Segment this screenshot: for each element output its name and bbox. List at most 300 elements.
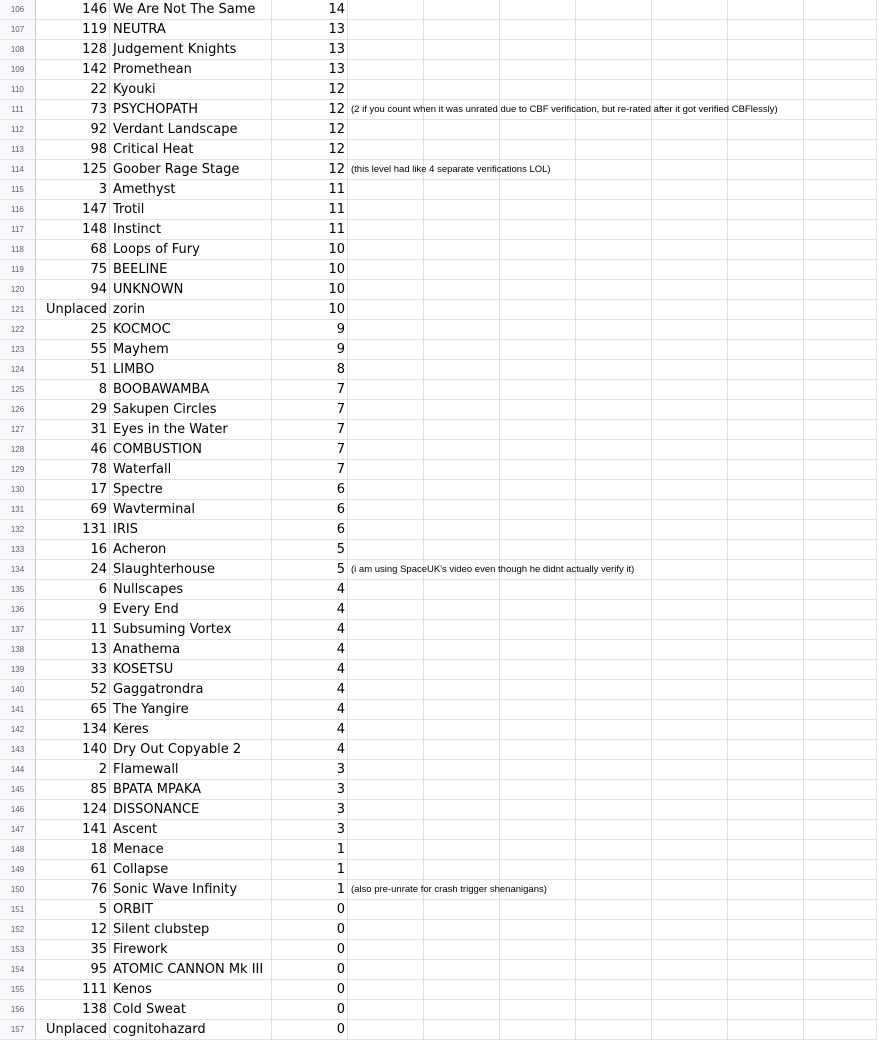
empty-cell[interactable] [424, 700, 500, 720]
row-header[interactable]: 132 [0, 520, 36, 540]
empty-cell[interactable] [804, 900, 877, 920]
count-cell[interactable]: 0 [272, 920, 348, 940]
empty-cell[interactable] [348, 900, 424, 920]
row-header[interactable]: 136 [0, 600, 36, 620]
rank-cell[interactable]: Unplaced [36, 1020, 110, 1040]
empty-cell[interactable] [804, 740, 877, 760]
empty-cell[interactable] [348, 380, 424, 400]
rank-cell[interactable]: 94 [36, 280, 110, 300]
empty-cell[interactable] [652, 880, 728, 900]
level-name-cell[interactable]: Keres [110, 720, 272, 740]
empty-cell[interactable] [348, 1000, 424, 1020]
empty-cell[interactable] [804, 860, 877, 880]
row-header[interactable]: 129 [0, 460, 36, 480]
rank-cell[interactable]: 2 [36, 760, 110, 780]
empty-cell[interactable] [500, 960, 576, 980]
empty-cell[interactable] [576, 960, 652, 980]
empty-cell[interactable] [652, 540, 728, 560]
empty-cell[interactable] [348, 660, 424, 680]
rank-cell[interactable]: 111 [36, 980, 110, 1000]
empty-cell[interactable] [424, 600, 500, 620]
count-cell[interactable]: 12 [272, 120, 348, 140]
rank-cell[interactable]: 22 [36, 80, 110, 100]
level-name-cell[interactable]: LIMBO [110, 360, 272, 380]
empty-cell[interactable] [576, 380, 652, 400]
empty-cell[interactable] [804, 660, 877, 680]
count-cell[interactable]: 4 [272, 720, 348, 740]
level-name-cell[interactable]: Amethyst [110, 180, 272, 200]
empty-cell[interactable] [576, 780, 652, 800]
empty-cell[interactable] [424, 620, 500, 640]
empty-cell[interactable] [728, 560, 804, 580]
empty-cell[interactable] [652, 720, 728, 740]
rank-cell[interactable]: 142 [36, 60, 110, 80]
empty-cell[interactable] [652, 940, 728, 960]
rank-cell[interactable]: 5 [36, 900, 110, 920]
row-header[interactable]: 148 [0, 840, 36, 860]
level-name-cell[interactable]: Eyes in the Water [110, 420, 272, 440]
empty-cell[interactable] [576, 420, 652, 440]
empty-cell[interactable] [424, 180, 500, 200]
empty-cell[interactable] [576, 580, 652, 600]
empty-cell[interactable] [804, 60, 877, 80]
empty-cell[interactable] [348, 940, 424, 960]
empty-cell[interactable] [424, 520, 500, 540]
empty-cell[interactable] [500, 300, 576, 320]
empty-cell[interactable] [728, 840, 804, 860]
empty-cell[interactable] [424, 660, 500, 680]
empty-cell[interactable] [424, 960, 500, 980]
count-cell[interactable]: 5 [272, 560, 348, 580]
empty-cell[interactable] [348, 960, 424, 980]
note-cell[interactable]: (also pre-unrate for crash trigger shenanigans) [348, 880, 424, 900]
empty-cell[interactable] [348, 220, 424, 240]
row-header[interactable]: 149 [0, 860, 36, 880]
empty-cell[interactable] [576, 480, 652, 500]
empty-cell[interactable] [652, 660, 728, 680]
count-cell[interactable]: 11 [272, 220, 348, 240]
empty-cell[interactable] [348, 320, 424, 340]
rank-cell[interactable]: 61 [36, 860, 110, 880]
rank-cell[interactable]: 46 [36, 440, 110, 460]
count-cell[interactable]: 4 [272, 660, 348, 680]
empty-cell[interactable] [500, 860, 576, 880]
note-cell[interactable]: (i am using SpaceUK's video even though he didnt actually verify it) [348, 560, 424, 580]
empty-cell[interactable] [804, 340, 877, 360]
empty-cell[interactable] [424, 940, 500, 960]
empty-cell[interactable] [348, 80, 424, 100]
empty-cell[interactable] [728, 160, 804, 180]
empty-cell[interactable] [728, 380, 804, 400]
empty-cell[interactable] [652, 800, 728, 820]
count-cell[interactable]: 0 [272, 980, 348, 1000]
empty-cell[interactable] [804, 560, 877, 580]
empty-cell[interactable] [424, 720, 500, 740]
empty-cell[interactable] [424, 340, 500, 360]
empty-cell[interactable] [348, 200, 424, 220]
empty-cell[interactable] [728, 320, 804, 340]
empty-cell[interactable] [424, 820, 500, 840]
rank-cell[interactable]: 78 [36, 460, 110, 480]
empty-cell[interactable] [652, 360, 728, 380]
empty-cell[interactable] [500, 440, 576, 460]
row-header[interactable]: 139 [0, 660, 36, 680]
empty-cell[interactable] [348, 640, 424, 660]
empty-cell[interactable] [804, 220, 877, 240]
empty-cell[interactable] [348, 40, 424, 60]
empty-cell[interactable] [652, 600, 728, 620]
count-cell[interactable]: 0 [272, 900, 348, 920]
count-cell[interactable]: 0 [272, 960, 348, 980]
empty-cell[interactable] [424, 780, 500, 800]
empty-cell[interactable] [348, 860, 424, 880]
empty-cell[interactable] [804, 100, 877, 120]
empty-cell[interactable] [804, 480, 877, 500]
rank-cell[interactable]: 13 [36, 640, 110, 660]
count-cell[interactable]: 13 [272, 40, 348, 60]
level-name-cell[interactable]: Flamewall [110, 760, 272, 780]
empty-cell[interactable] [424, 420, 500, 440]
level-name-cell[interactable]: KOCMOC [110, 320, 272, 340]
rank-cell[interactable]: 29 [36, 400, 110, 420]
empty-cell[interactable] [500, 280, 576, 300]
level-name-cell[interactable]: Goober Rage Stage [110, 160, 272, 180]
note-cell[interactable]: (2 if you count when it was unrated due to CBF verification, but re-rated after it got verified CBFlessly) [348, 100, 424, 120]
empty-cell[interactable] [576, 460, 652, 480]
level-name-cell[interactable]: UNKNOWN [110, 280, 272, 300]
empty-cell[interactable] [728, 460, 804, 480]
empty-cell[interactable] [500, 320, 576, 340]
empty-cell[interactable] [500, 40, 576, 60]
empty-cell[interactable] [424, 680, 500, 700]
row-header[interactable]: 125 [0, 380, 36, 400]
empty-cell[interactable] [804, 940, 877, 960]
empty-cell[interactable] [728, 340, 804, 360]
empty-cell[interactable] [728, 660, 804, 680]
empty-cell[interactable] [652, 860, 728, 880]
row-header[interactable]: 137 [0, 620, 36, 640]
empty-cell[interactable] [804, 720, 877, 740]
empty-cell[interactable] [500, 680, 576, 700]
empty-cell[interactable] [652, 960, 728, 980]
row-header[interactable]: 151 [0, 900, 36, 920]
empty-cell[interactable] [728, 700, 804, 720]
empty-cell[interactable] [348, 600, 424, 620]
level-name-cell[interactable]: KOSETSU [110, 660, 272, 680]
empty-cell[interactable] [424, 200, 500, 220]
count-cell[interactable]: 9 [272, 340, 348, 360]
count-cell[interactable]: 10 [272, 260, 348, 280]
empty-cell[interactable] [728, 440, 804, 460]
empty-cell[interactable] [804, 780, 877, 800]
empty-cell[interactable] [728, 60, 804, 80]
empty-cell[interactable] [576, 800, 652, 820]
empty-cell[interactable] [804, 640, 877, 660]
count-cell[interactable]: 3 [272, 760, 348, 780]
rank-cell[interactable]: 140 [36, 740, 110, 760]
rank-cell[interactable]: 125 [36, 160, 110, 180]
empty-cell[interactable] [500, 780, 576, 800]
empty-cell[interactable] [728, 960, 804, 980]
empty-cell[interactable] [804, 300, 877, 320]
empty-cell[interactable] [348, 340, 424, 360]
empty-cell[interactable] [652, 900, 728, 920]
empty-cell[interactable] [500, 660, 576, 680]
empty-cell[interactable] [804, 200, 877, 220]
empty-cell[interactable] [576, 160, 652, 180]
empty-cell[interactable] [804, 600, 877, 620]
empty-cell[interactable] [500, 700, 576, 720]
level-name-cell[interactable]: Trotil [110, 200, 272, 220]
empty-cell[interactable] [728, 740, 804, 760]
empty-cell[interactable] [500, 980, 576, 1000]
empty-cell[interactable] [348, 420, 424, 440]
empty-cell[interactable] [424, 760, 500, 780]
empty-cell[interactable] [348, 260, 424, 280]
empty-cell[interactable] [576, 660, 652, 680]
empty-cell[interactable] [728, 220, 804, 240]
empty-cell[interactable] [576, 180, 652, 200]
level-name-cell[interactable]: BPATA MPAKA [110, 780, 272, 800]
empty-cell[interactable] [728, 580, 804, 600]
empty-cell[interactable] [500, 820, 576, 840]
level-name-cell[interactable]: IRIS [110, 520, 272, 540]
row-header[interactable]: 122 [0, 320, 36, 340]
count-cell[interactable]: 4 [272, 640, 348, 660]
level-name-cell[interactable]: cognitohazard [110, 1020, 272, 1040]
empty-cell[interactable] [348, 140, 424, 160]
empty-cell[interactable] [348, 300, 424, 320]
level-name-cell[interactable]: Mayhem [110, 340, 272, 360]
empty-cell[interactable] [576, 280, 652, 300]
empty-cell[interactable] [576, 1000, 652, 1020]
count-cell[interactable]: 12 [272, 160, 348, 180]
rank-cell[interactable]: 134 [36, 720, 110, 740]
rank-cell[interactable]: 69 [36, 500, 110, 520]
empty-cell[interactable] [652, 520, 728, 540]
level-name-cell[interactable]: Gaggatrondra [110, 680, 272, 700]
row-header[interactable]: 153 [0, 940, 36, 960]
empty-cell[interactable] [500, 220, 576, 240]
empty-cell[interactable] [424, 860, 500, 880]
count-cell[interactable]: 14 [272, 0, 348, 20]
empty-cell[interactable] [652, 220, 728, 240]
count-cell[interactable]: 1 [272, 880, 348, 900]
empty-cell[interactable] [652, 140, 728, 160]
row-header[interactable]: 152 [0, 920, 36, 940]
empty-cell[interactable] [424, 580, 500, 600]
empty-cell[interactable] [652, 1020, 728, 1040]
empty-cell[interactable] [500, 900, 576, 920]
level-name-cell[interactable]: Verdant Landscape [110, 120, 272, 140]
empty-cell[interactable] [348, 580, 424, 600]
empty-cell[interactable] [728, 1020, 804, 1040]
row-header[interactable]: 114 [0, 160, 36, 180]
empty-cell[interactable] [728, 820, 804, 840]
empty-cell[interactable] [348, 240, 424, 260]
empty-cell[interactable] [500, 20, 576, 40]
row-header[interactable]: 142 [0, 720, 36, 740]
empty-cell[interactable] [576, 940, 652, 960]
rank-cell[interactable]: 75 [36, 260, 110, 280]
row-header[interactable]: 150 [0, 880, 36, 900]
row-header[interactable]: 147 [0, 820, 36, 840]
rank-cell[interactable]: 68 [36, 240, 110, 260]
empty-cell[interactable] [728, 360, 804, 380]
empty-cell[interactable] [500, 1020, 576, 1040]
empty-cell[interactable] [804, 40, 877, 60]
rank-cell[interactable]: 65 [36, 700, 110, 720]
empty-cell[interactable] [576, 880, 652, 900]
count-cell[interactable]: 6 [272, 480, 348, 500]
empty-cell[interactable] [804, 520, 877, 540]
rank-cell[interactable]: 95 [36, 960, 110, 980]
empty-cell[interactable] [652, 340, 728, 360]
empty-cell[interactable] [652, 120, 728, 140]
empty-cell[interactable] [728, 780, 804, 800]
row-header[interactable]: 145 [0, 780, 36, 800]
empty-cell[interactable] [424, 480, 500, 500]
rank-cell[interactable]: 24 [36, 560, 110, 580]
row-header[interactable]: 146 [0, 800, 36, 820]
rank-cell[interactable]: 138 [36, 1000, 110, 1020]
empty-cell[interactable] [500, 460, 576, 480]
rank-cell[interactable]: 52 [36, 680, 110, 700]
count-cell[interactable]: 6 [272, 520, 348, 540]
empty-cell[interactable] [348, 800, 424, 820]
level-name-cell[interactable]: Menace [110, 840, 272, 860]
empty-cell[interactable] [500, 180, 576, 200]
empty-cell[interactable] [576, 700, 652, 720]
empty-cell[interactable] [348, 400, 424, 420]
rank-cell[interactable]: 51 [36, 360, 110, 380]
row-header[interactable]: 128 [0, 440, 36, 460]
level-name-cell[interactable]: Collapse [110, 860, 272, 880]
empty-cell[interactable] [576, 240, 652, 260]
empty-cell[interactable] [424, 80, 500, 100]
empty-cell[interactable] [804, 1020, 877, 1040]
empty-cell[interactable] [804, 20, 877, 40]
count-cell[interactable]: 4 [272, 600, 348, 620]
row-header[interactable]: 115 [0, 180, 36, 200]
empty-cell[interactable] [424, 40, 500, 60]
level-name-cell[interactable]: COMBUSTION [110, 440, 272, 460]
empty-cell[interactable] [424, 360, 500, 380]
empty-cell[interactable] [728, 600, 804, 620]
level-name-cell[interactable]: BEELINE [110, 260, 272, 280]
empty-cell[interactable] [728, 500, 804, 520]
count-cell[interactable]: 7 [272, 420, 348, 440]
empty-cell[interactable] [500, 120, 576, 140]
rank-cell[interactable]: 3 [36, 180, 110, 200]
empty-cell[interactable] [804, 240, 877, 260]
empty-cell[interactable] [728, 480, 804, 500]
empty-cell[interactable] [500, 60, 576, 80]
count-cell[interactable]: 3 [272, 820, 348, 840]
row-header[interactable]: 144 [0, 760, 36, 780]
rank-cell[interactable]: 55 [36, 340, 110, 360]
empty-cell[interactable] [728, 860, 804, 880]
empty-cell[interactable] [576, 40, 652, 60]
empty-cell[interactable] [652, 460, 728, 480]
empty-cell[interactable] [576, 860, 652, 880]
empty-cell[interactable] [348, 780, 424, 800]
empty-cell[interactable] [728, 240, 804, 260]
empty-cell[interactable] [500, 140, 576, 160]
rank-cell[interactable]: 33 [36, 660, 110, 680]
rank-cell[interactable]: 131 [36, 520, 110, 540]
empty-cell[interactable] [728, 260, 804, 280]
empty-cell[interactable] [576, 140, 652, 160]
empty-cell[interactable] [348, 360, 424, 380]
empty-cell[interactable] [348, 120, 424, 140]
empty-cell[interactable] [576, 360, 652, 380]
empty-cell[interactable] [576, 1020, 652, 1040]
empty-cell[interactable] [652, 620, 728, 640]
empty-cell[interactable] [424, 240, 500, 260]
row-header[interactable]: 123 [0, 340, 36, 360]
empty-cell[interactable] [804, 120, 877, 140]
count-cell[interactable]: 4 [272, 740, 348, 760]
empty-cell[interactable] [728, 640, 804, 660]
rank-cell[interactable]: 35 [36, 940, 110, 960]
empty-cell[interactable] [728, 940, 804, 960]
empty-cell[interactable] [500, 800, 576, 820]
empty-cell[interactable] [500, 380, 576, 400]
empty-cell[interactable] [348, 700, 424, 720]
empty-cell[interactable] [500, 240, 576, 260]
empty-cell[interactable] [576, 200, 652, 220]
empty-cell[interactable] [576, 120, 652, 140]
empty-cell[interactable] [348, 740, 424, 760]
rank-cell[interactable]: 85 [36, 780, 110, 800]
rank-cell[interactable]: 11 [36, 620, 110, 640]
empty-cell[interactable] [728, 40, 804, 60]
count-cell[interactable]: 12 [272, 140, 348, 160]
empty-cell[interactable] [652, 160, 728, 180]
count-cell[interactable]: 10 [272, 240, 348, 260]
empty-cell[interactable] [576, 740, 652, 760]
empty-cell[interactable] [424, 400, 500, 420]
empty-cell[interactable] [652, 280, 728, 300]
count-cell[interactable]: 13 [272, 60, 348, 80]
row-header[interactable]: 156 [0, 1000, 36, 1020]
empty-cell[interactable] [804, 620, 877, 640]
count-cell[interactable]: 3 [272, 800, 348, 820]
empty-cell[interactable] [348, 760, 424, 780]
empty-cell[interactable] [652, 820, 728, 840]
rank-cell[interactable]: 128 [36, 40, 110, 60]
level-name-cell[interactable]: Slaughterhouse [110, 560, 272, 580]
row-header[interactable]: 107 [0, 20, 36, 40]
empty-cell[interactable] [728, 300, 804, 320]
empty-cell[interactable] [348, 820, 424, 840]
count-cell[interactable]: 7 [272, 400, 348, 420]
empty-cell[interactable] [728, 720, 804, 740]
empty-cell[interactable] [728, 920, 804, 940]
row-header[interactable]: 135 [0, 580, 36, 600]
level-name-cell[interactable]: NEUTRA [110, 20, 272, 40]
empty-cell[interactable] [652, 980, 728, 1000]
row-header[interactable]: 108 [0, 40, 36, 60]
row-header[interactable]: 138 [0, 640, 36, 660]
row-header[interactable]: 121 [0, 300, 36, 320]
empty-cell[interactable] [576, 920, 652, 940]
empty-cell[interactable] [576, 0, 652, 20]
empty-cell[interactable] [500, 640, 576, 660]
empty-cell[interactable] [500, 580, 576, 600]
empty-cell[interactable] [804, 680, 877, 700]
